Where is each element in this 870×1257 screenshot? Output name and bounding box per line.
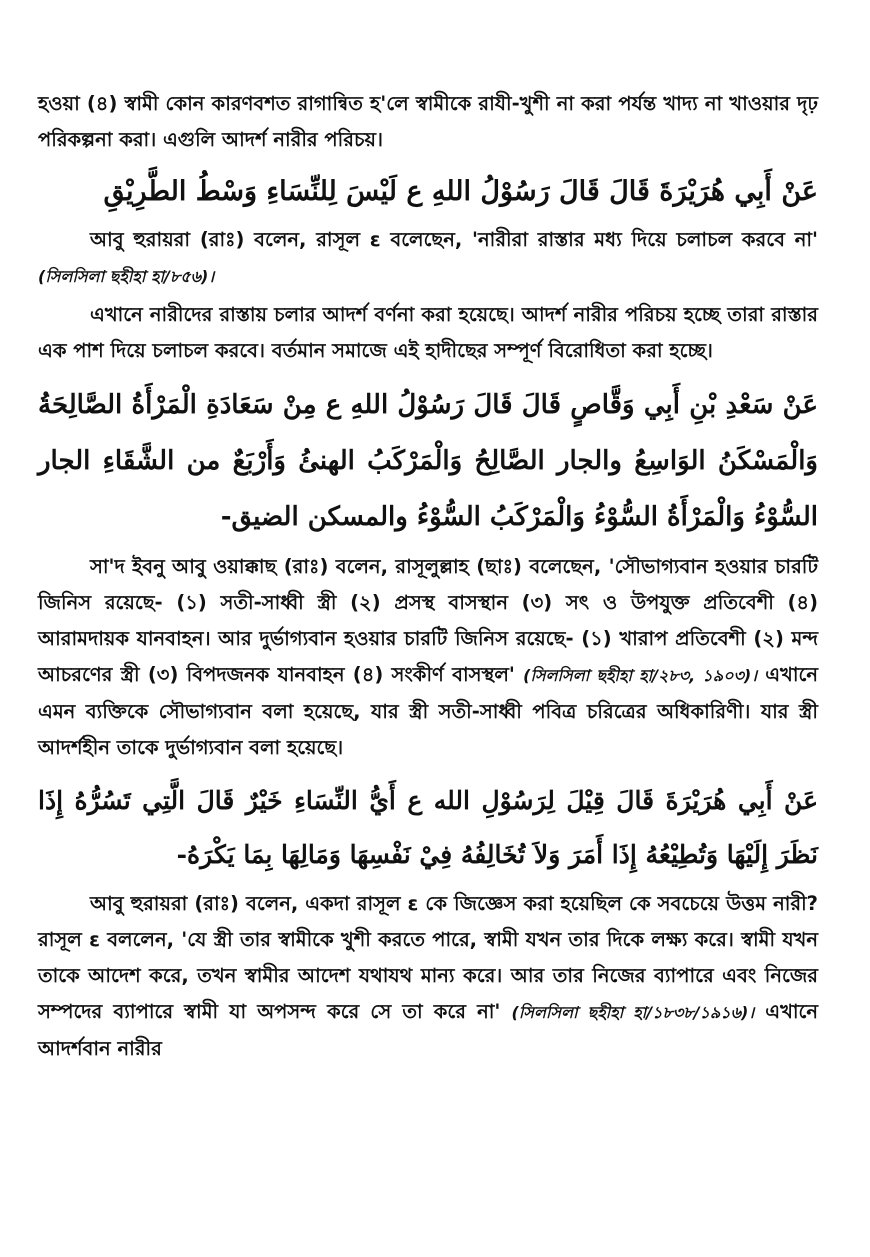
arabic-hadith-1: عَنْ أَبِي هُرَيْرَةَ قَالَ قَالَ رَسُوْلُ اللهِ ع لَيْسَ لِلنِّسَاءِ وَسْطُ الطَّرِيْقِ [103,176,818,207]
arabic-hadith-3: عَنْ أَبِي هُرَيْرَةَ قَالَ قِيْلَ لِرَسُوْلِ الله ع أَيُّ النِّسَاءِ خَيْرٌ قَالَ الَّتِي تَسُرُّهُ إِذَا نَظَرَ إِلَيْهَا وَتُطِيْعُهُ إِذَا أَمَرَ وَلاَ تُخَالِفُهُ فِيْ نَفْسِهَا وَمَالِهَا بِمَا يَكْرَهُ- [38,786,818,869]
arabic-hadith-2: عَنْ سَعْدِ بْنِ أَبِي وَقَّاصٍ قَالَ قَالَ رَسُوْلُ اللهِ ع مِنْ سَعَادَةِ الْمَرْأَةُ الصَّالِحَةُ وَالْمَسْكَنُ الوَاسِعُ والجار الصَّالِحُ وَالْمَرْكَبُ الهنئُ وَأَرْبَعٌ من الشَّقَاءِ الجار السُّوْءُ وَالْمَرْأَةُ السُّوْءُ وَالْمَرْكَبُ السُّوْءُ والمسكن الضيق- [38,390,818,532]
document-page [38,86,818,1067]
paragraph-4-citation: (সিলসিলা ছহীহা হা/২৮৩, ১৯০৩)। [523,666,757,685]
paragraph-2 [38,222,818,295]
paragraph-5 [38,886,818,1067]
paragraph-1 [38,86,818,158]
paragraph-1-text: হওয়া (৪) স্বামী কোন কারণবশত রাগান্বিত হ'লে স্বামীকে রাযী-খুশী না করা পর্যন্ত খাদ্য না খাওয়ার দৃঢ় পরিকল্পনা করা। এগুলি আদর্শ নারীর পরিচয়। [38,92,818,151]
paragraph-5-citation: (সিলসিলা ছহীহা হা/১৮৩৮/১৯১৬)। [511,1003,755,1022]
paragraph-3 [38,297,818,369]
paragraph-4-text: সা'দ ইবনু আবু ওয়াক্কাছ (রাঃ) বলেন, রাসূলুল্লাহ (ছাঃ) বলেছেন, 'সৌভাগ্যবান হওয়ার চারটি জিনিস রয়েছে- (১) সতী-সাধ্বী স্ত্রী (২) প্রসস্থ বাসস্থান (৩) সৎ ও উপযুক্ত প্রতিবেশী (৪) আরামদায়ক যানবাহন। আর দুর্ভাগ্যবান হওয়ার চারটি জিনিস রয়েছে- (১) খারাপ প্রতিবেশী (২) মন্দ আচরণের স্ত্রী (৩) বিপদজনক যানবাহন (৪) সংকীর্ণ বাসস্থল' [38,555,818,686]
paragraph-4-rest: এখানে এমন ব্যক্তিকে সৌভাগ্যবান বলা হয়েছে, যার স্ত্রী সতী-সাধ্বী পবিত্র চরিত্রের অধিকারিণী। যার স্ত্রী আদর্শহীন তাকে দুর্ভাগ্যবান বলা হয়েছে। [38,663,818,759]
paragraph-2-citation: (সিলসিলা ছহীহা হা/৮৫৬)। [38,267,215,286]
paragraph-2-text: আবু হুরায়রা (রাঃ) বলেন, রাসূল ε বলেছেন, 'নারীরা রাস্তার মধ্য দিয়ে চলাচল করবে না' [90,228,818,251]
paragraph-4 [38,549,818,766]
paragraph-3-text: এখানে নারীদের রাস্তায় চলার আদর্শ বর্ণনা করা হয়েছে। আদর্শ নারীর পরিচয় হচ্ছে তারা রাস্তার এক পাশ দিয়ে চলাচল করবে। বর্তমান সমাজে এই হাদীছের সম্পূর্ণ বিরোধিতা করা হচ্ছে। [38,303,818,362]
paragraph-5-text: আবু হুরায়রা (রাঃ) বলেন, একদা রাসূল ε কে জিজ্ঞেস করা হয়েছিল কে সবচেয়ে উত্তম নারী? রাসূল ε বললেন, 'যে স্ত্রী তার স্বামীকে খুশী করতে পারে, স্বামী যখন তার দিকে লক্ষ্য করে। স্বামী যখন তাকে আদেশ করে, তখন স্বামীর আদেশ যথাযথ মান্য করে। আর তার নিজের ব্যাপারে এবং নিজের সম্পদের ব্যাপারে স্বামী যা অপসন্দ করে সে তা করে না' [38,892,818,1023]
paragraph-5-rest: এখানে আদর্শবান নারীর [38,1000,819,1060]
